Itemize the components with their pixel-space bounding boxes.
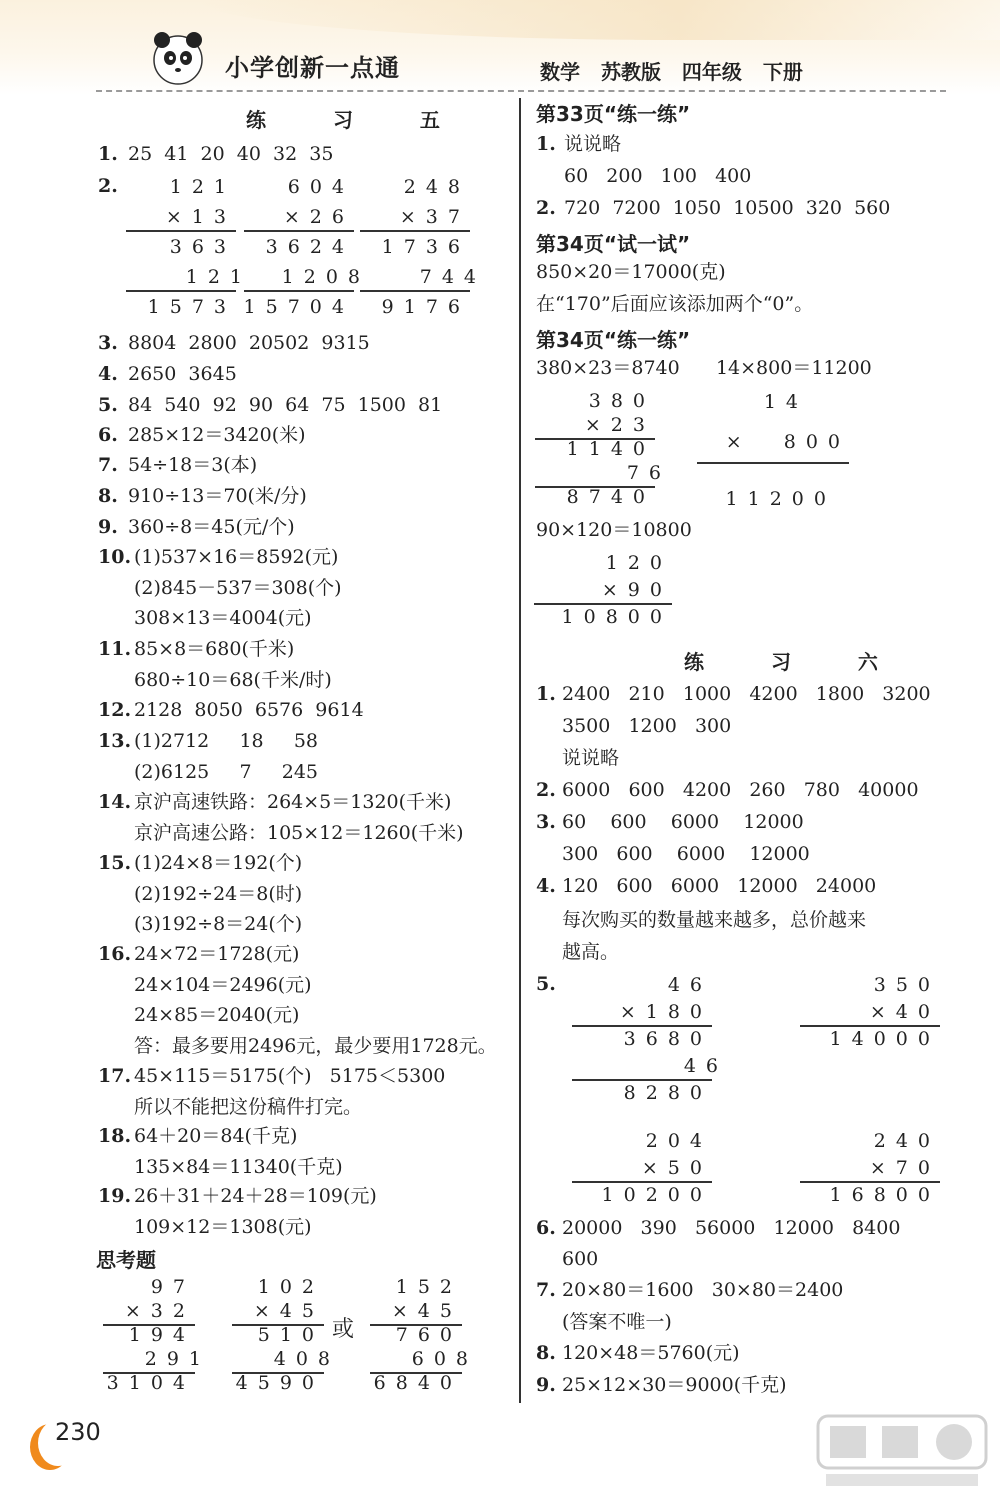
calc-underline [370, 1372, 462, 1374]
calc-row: 350 [873, 974, 940, 996]
question-number: 8. [98, 485, 118, 507]
answer-line: 说说略 [562, 747, 620, 769]
question-number: 4. [536, 875, 556, 897]
answer-line: 25 41 20 40 32 35 [128, 143, 334, 165]
calc-row: 4590 [235, 1372, 324, 1394]
column-divider [519, 98, 521, 1403]
p34-practice-title: 第34页“练一练” [536, 328, 691, 352]
answer-line: 京沪高速铁路：264×5＝1320(千米) [134, 791, 452, 813]
answer-line: 120 600 6000 12000 24000 [562, 875, 877, 897]
question-number: 15. [98, 852, 132, 874]
answer-line: 90×120＝10800 [536, 519, 692, 541]
calc-row: ×90 [601, 579, 672, 601]
answer-line: 说说略 [564, 133, 622, 155]
question-number: 14. [98, 791, 132, 813]
answer-line: 910÷13＝70(米/分) [128, 485, 307, 507]
answer-line: 109×12＝1308(元) [134, 1215, 312, 1238]
answer-line: 26＋31＋24＋28＝109(元) [134, 1185, 377, 1207]
calc-underline [800, 1181, 940, 1183]
answer-line: 所以不能把这份稿件打完。 [134, 1095, 363, 1118]
calc-row: ×32 [124, 1300, 195, 1322]
calc-row: 240 [873, 1130, 940, 1152]
calc-row: 380 [588, 390, 655, 412]
calc-row: ×40 [869, 1001, 940, 1023]
calc-row: 3624 [265, 236, 354, 258]
book-brand: 小学创新一点通 [225, 54, 400, 82]
answer-line: 120×48＝5760(元) [562, 1342, 740, 1364]
calc-row: 6840 [373, 1372, 462, 1394]
calc-row: ×180 [619, 1001, 712, 1023]
calc-row: 121 [185, 266, 252, 288]
calc-row: 9176 [381, 296, 470, 318]
calc-row: 1736 [381, 236, 470, 258]
calc-row: 1140 [566, 438, 655, 460]
calc-row: ×50 [641, 1157, 712, 1179]
answer-line: 45×115＝5175(个) 5175＜5300 [134, 1065, 446, 1087]
calc-underline [126, 230, 236, 232]
answer-line: 2128 8050 6576 9614 [134, 699, 364, 721]
question-number: 7. [98, 454, 118, 476]
calc-row: 204 [645, 1130, 712, 1152]
question-number: 9. [98, 516, 118, 538]
calc-row: 363 [169, 236, 236, 258]
answer-line: 85×8＝680(千米) [134, 638, 295, 660]
calc-row: ×45 [253, 1300, 324, 1322]
calc-row: 1208 [281, 266, 370, 288]
calc-row: 152 [395, 1276, 462, 1298]
calc-underline [103, 1324, 195, 1326]
calc-row: ×13 [165, 206, 236, 228]
answer-line: 60 600 6000 12000 [562, 811, 804, 833]
calc-underline [126, 290, 236, 292]
question-number: 9. [536, 1374, 556, 1396]
calc-underline [244, 230, 354, 232]
question-number: 1. [536, 683, 556, 705]
calc-row: ×45 [391, 1300, 462, 1322]
answer-line: 6000 600 4200 260 780 40000 [562, 779, 919, 801]
calc-row: 608 [411, 1348, 478, 1370]
calc-underline [800, 1025, 940, 1027]
section-title-exercise-6: 练 习 六 [684, 650, 908, 674]
question-number: 5. [98, 394, 118, 416]
question-number: 10. [98, 546, 132, 568]
answer-line: 2400 210 1000 4200 1800 3200 [562, 683, 931, 705]
calc-row: ×26 [283, 206, 354, 228]
answer-line: 64＋20＝84(千克) [134, 1125, 298, 1147]
question-number: 3. [536, 811, 556, 833]
calc-row: 8280 [623, 1082, 712, 1104]
question-number: 7. [536, 1279, 556, 1301]
calc-row: 14000 [829, 1028, 940, 1050]
calc-row: 10200 [601, 1184, 712, 1206]
calc-row: 760 [395, 1324, 462, 1346]
answer-line: 308×13＝4004(元) [134, 607, 312, 629]
calc-row: ×23 [584, 414, 655, 436]
calc-row: 194 [128, 1324, 195, 1346]
answer-line: 380×23＝8740 14×800＝11200 [536, 357, 872, 379]
question-number: 11. [98, 638, 132, 660]
page-number: 230 [55, 1418, 101, 1446]
book-subject: 数学 苏教版 四年级 下册 [540, 60, 803, 84]
calc-underline [535, 438, 655, 440]
answer-line: (答案不唯一) [562, 1311, 672, 1333]
calc-row: × 800 [725, 431, 850, 453]
question-number: 2. [536, 197, 556, 219]
p34-try-title: 第34页“试一试” [536, 232, 691, 256]
answer-line: 60 200 100 400 [564, 165, 752, 187]
calc-row: 121 [169, 176, 236, 198]
question-number: 17. [98, 1065, 132, 1087]
p33-practice-title: 第33页“练一练” [536, 102, 691, 126]
calc-underline [360, 290, 470, 292]
calc-row: 8740 [566, 486, 655, 508]
calc-underline [244, 290, 354, 292]
calc-underline [534, 603, 672, 605]
answer-line: 680÷10＝68(千米/时) [134, 668, 332, 691]
calc-row: 3104 [106, 1372, 195, 1394]
calc-row: 744 [419, 266, 486, 288]
calc-row: 14 [763, 391, 808, 413]
calc-row: 3680 [623, 1028, 712, 1050]
answer-line: 3500 1200 300 [562, 715, 732, 737]
answer-line: 300 600 6000 12000 [562, 843, 810, 865]
answer-line: (3)192÷8＝24(个) [134, 913, 303, 935]
calc-underline [232, 1324, 324, 1326]
answer-line: 850×20＝17000(克) [536, 261, 726, 283]
think-question-title: 思考题 [96, 1248, 156, 1272]
calc-underline [360, 230, 470, 232]
answer-line: 京沪高速公路：105×12＝1260(千米) [134, 821, 464, 844]
calc-row: 604 [287, 176, 354, 198]
calc-row: 76 [626, 462, 671, 484]
calc-row: 102 [257, 1276, 324, 1298]
calc-underline [232, 1372, 324, 1374]
calc-row: 46 [683, 1055, 728, 1077]
calc-underline [103, 1372, 195, 1374]
answer-line: (2)6125 7 245 [134, 760, 319, 783]
calc-underline [697, 462, 849, 464]
question-number: 18. [98, 1125, 132, 1147]
or-label: 或 [332, 1317, 355, 1342]
answer-line: 在“170”后面应该添加两个“0”。 [536, 293, 814, 315]
answer-line: 25×12×30＝9000(千克) [562, 1374, 787, 1396]
answer-line: 答：最多要用2496元，最少要用1728元。 [134, 1034, 497, 1057]
question-number: 1. [536, 133, 556, 155]
answer-line: 600 [562, 1248, 599, 1270]
calc-row: 248 [403, 176, 470, 198]
question-number: 5. [536, 973, 556, 995]
calc-row: 16800 [829, 1184, 940, 1206]
header-divider [96, 90, 946, 92]
calc-row: 291 [144, 1348, 211, 1370]
answer-line: 360÷8＝45(元/个) [128, 516, 295, 538]
calc-row: 15704 [243, 296, 354, 318]
calc-row: 10800 [561, 606, 672, 628]
question-number: 13. [98, 730, 132, 752]
answer-line: 8804 2800 20502 9315 [128, 332, 370, 354]
answer-line: 720 7200 1050 10500 320 560 [564, 197, 891, 219]
question-number: 3. [98, 332, 118, 354]
question-number: 8. [536, 1342, 556, 1364]
answer-line: 24×72＝1728(元) [134, 943, 300, 965]
answer-line: 24×104＝2496(元) [134, 973, 312, 996]
answer-line: (2)192÷24＝8(时) [134, 882, 303, 905]
question-number: 6. [536, 1217, 556, 1239]
answer-line: 20×80＝1600 30×80＝2400 [562, 1279, 844, 1301]
section-title-exercise-5: 练 习 五 [246, 108, 470, 132]
calc-row: 97 [150, 1276, 195, 1298]
answer-line: 越高。 [562, 941, 620, 963]
calc-row: ×37 [399, 206, 470, 228]
question-number: 4. [98, 363, 118, 385]
answer-line: 84 540 92 90 64 75 1500 81 [128, 394, 443, 416]
calc-underline [370, 1324, 462, 1326]
watermark-logo-icon [808, 1410, 996, 1494]
answer-line: 24×85＝2040(元) [134, 1004, 300, 1026]
answer-line: 每次购买的数量越来越多，总价越来 [562, 909, 867, 931]
calc-row: 408 [273, 1348, 340, 1370]
answer-line: (1)2712 18 58 [134, 730, 319, 752]
question-number: 2. [98, 175, 118, 197]
answer-line: (1)24×8＝192(个) [134, 852, 303, 874]
panda-mascot-icon [148, 28, 212, 88]
calc-row: 120 [605, 552, 672, 574]
calc-underline [572, 1079, 712, 1081]
calc-row: 11200 [725, 488, 836, 510]
question-number: 19. [98, 1185, 132, 1207]
answer-line: 54÷18＝3(本) [128, 454, 258, 476]
calc-row: ×70 [869, 1157, 940, 1179]
question-number: 1. [98, 143, 118, 165]
calc-row: 510 [257, 1324, 324, 1346]
question-number: 6. [98, 424, 118, 446]
calc-underline [572, 1181, 712, 1183]
answer-line: (2)845－537＝308(个) [134, 576, 342, 599]
question-number: 16. [98, 943, 132, 965]
calc-underline [535, 486, 655, 488]
question-number: 12. [98, 699, 132, 721]
answer-line: (1)537×16＝8592(元) [134, 546, 339, 568]
answer-line: 2650 3645 [128, 363, 237, 385]
answer-line: 285×12＝3420(米) [128, 424, 306, 446]
answer-line: 20000 390 56000 12000 8400 [562, 1217, 901, 1239]
calc-row: 1573 [147, 296, 236, 318]
calc-underline [572, 1025, 712, 1027]
calc-row: 46 [667, 974, 712, 996]
answer-line: 135×84＝11340(千克) [134, 1155, 343, 1178]
question-number: 2. [536, 779, 556, 801]
